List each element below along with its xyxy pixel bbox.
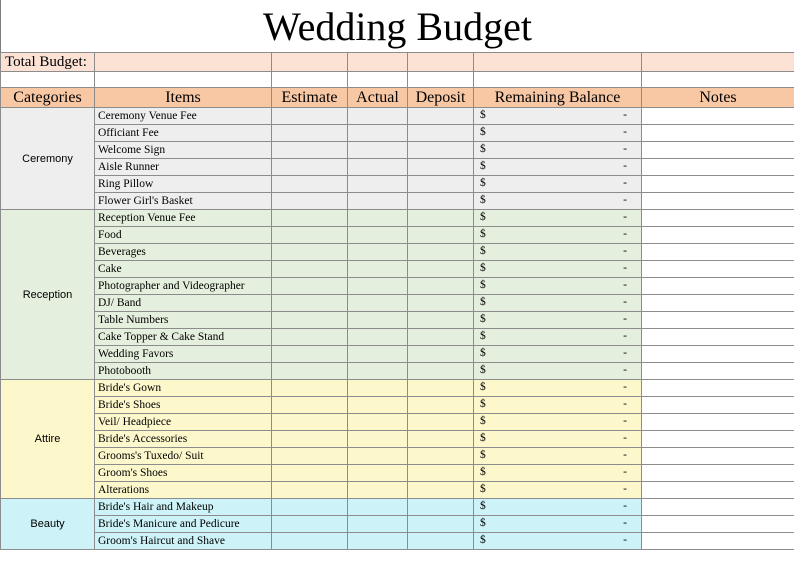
deposit-cell[interactable] <box>408 397 474 414</box>
deposit-cell[interactable] <box>408 516 474 533</box>
total-budget-cell[interactable] <box>642 53 794 72</box>
deposit-cell[interactable] <box>408 329 474 346</box>
deposit-cell[interactable] <box>408 414 474 431</box>
item-cell[interactable]: Bride's Accessories <box>95 431 272 448</box>
table-row <box>1 159 794 176</box>
estimate-cell[interactable] <box>272 397 348 414</box>
item-cell[interactable]: Table Numbers <box>95 312 272 329</box>
deposit-cell[interactable] <box>408 533 474 550</box>
notes-cell[interactable] <box>642 346 794 363</box>
item-cell[interactable]: DJ/ Band <box>95 295 272 312</box>
remaining-balance-value: - <box>623 415 627 427</box>
remaining-balance-value: - <box>623 398 627 410</box>
total-budget-row <box>1 53 794 72</box>
currency-symbol: $ <box>480 364 486 376</box>
remaining-balance-cell[interactable] <box>474 278 642 295</box>
budget-table <box>0 52 794 550</box>
table-row <box>1 363 794 380</box>
total-budget-cell[interactable] <box>348 53 408 72</box>
currency-symbol: $ <box>480 109 486 121</box>
total-budget-cell[interactable] <box>95 53 272 72</box>
deposit-cell[interactable] <box>408 482 474 499</box>
notes-cell[interactable] <box>642 448 794 465</box>
estimate-cell[interactable] <box>272 295 348 312</box>
deposit-cell[interactable] <box>408 227 474 244</box>
actual-cell[interactable] <box>348 363 408 380</box>
header-notes: Notes <box>642 88 794 108</box>
notes-cell[interactable] <box>642 261 794 278</box>
actual-cell[interactable] <box>348 159 408 176</box>
currency-symbol: $ <box>480 534 486 546</box>
remaining-balance-value: - <box>623 296 627 308</box>
notes-cell[interactable] <box>642 482 794 499</box>
item-cell[interactable]: Officiant Fee <box>95 125 272 142</box>
deposit-cell[interactable] <box>408 142 474 159</box>
remaining-balance-value: - <box>623 211 627 223</box>
remaining-balance-cell[interactable] <box>474 210 642 227</box>
header-categories: Categories <box>1 88 95 108</box>
table-row <box>1 278 794 295</box>
item-cell[interactable]: Alterations <box>95 482 272 499</box>
remaining-balance-value: - <box>623 347 627 359</box>
remaining-balance-cell[interactable] <box>474 193 642 210</box>
total-budget-label: Total Budget: <box>1 53 95 72</box>
remaining-balance-value: - <box>623 330 627 342</box>
remaining-balance-value: - <box>623 449 627 461</box>
deposit-cell[interactable] <box>408 244 474 261</box>
notes-cell[interactable] <box>642 363 794 380</box>
actual-cell[interactable] <box>348 227 408 244</box>
table-row <box>1 176 794 193</box>
header-row <box>1 88 794 108</box>
estimate-cell[interactable] <box>272 227 348 244</box>
currency-symbol: $ <box>480 160 486 172</box>
remaining-balance-cell[interactable] <box>474 125 642 142</box>
estimate-cell[interactable] <box>272 414 348 431</box>
header-estimate: Estimate <box>272 88 348 108</box>
item-cell[interactable]: Bride's Shoes <box>95 397 272 414</box>
remaining-balance-cell[interactable] <box>474 414 642 431</box>
blank-cell[interactable] <box>272 72 348 88</box>
estimate-cell[interactable] <box>272 431 348 448</box>
currency-symbol: $ <box>480 347 486 359</box>
actual-cell[interactable] <box>348 397 408 414</box>
table-row <box>1 295 794 312</box>
blank-cell[interactable] <box>408 72 474 88</box>
deposit-cell[interactable] <box>408 295 474 312</box>
remaining-balance-cell[interactable] <box>474 465 642 482</box>
table-row <box>1 533 794 550</box>
deposit-cell[interactable] <box>408 499 474 516</box>
actual-cell[interactable] <box>348 142 408 159</box>
deposit-cell[interactable] <box>408 431 474 448</box>
currency-symbol: $ <box>480 245 486 257</box>
notes-cell[interactable] <box>642 142 794 159</box>
remaining-balance-cell[interactable] <box>474 397 642 414</box>
remaining-balance-value: - <box>623 466 627 478</box>
table-row <box>1 397 794 414</box>
remaining-balance-cell[interactable] <box>474 108 642 125</box>
table-row <box>1 210 794 227</box>
deposit-cell[interactable] <box>408 210 474 227</box>
currency-symbol: $ <box>480 432 486 444</box>
total-budget-cell[interactable] <box>474 53 642 72</box>
notes-cell[interactable] <box>642 278 794 295</box>
item-cell[interactable]: Grooms's Tuxedo/ Suit <box>95 448 272 465</box>
estimate-cell[interactable] <box>272 244 348 261</box>
deposit-cell[interactable] <box>408 176 474 193</box>
category-cell[interactable]: Ceremony <box>1 108 95 210</box>
remaining-balance-cell[interactable] <box>474 533 642 550</box>
estimate-cell[interactable] <box>272 482 348 499</box>
currency-symbol: $ <box>480 296 486 308</box>
estimate-cell[interactable] <box>272 159 348 176</box>
remaining-balance-value: - <box>623 160 627 172</box>
table-row <box>1 380 794 397</box>
notes-cell[interactable] <box>642 516 794 533</box>
remaining-balance-cell[interactable] <box>474 380 642 397</box>
actual-cell[interactable] <box>348 295 408 312</box>
notes-cell[interactable] <box>642 176 794 193</box>
currency-symbol: $ <box>480 415 486 427</box>
item-cell[interactable]: Aisle Runner <box>95 159 272 176</box>
deposit-cell[interactable] <box>408 448 474 465</box>
remaining-balance-cell[interactable] <box>474 363 642 380</box>
remaining-balance-value: - <box>623 279 627 291</box>
deposit-cell[interactable] <box>408 278 474 295</box>
header-items: Items <box>95 88 272 108</box>
currency-symbol: $ <box>480 381 486 393</box>
remaining-balance-value: - <box>623 364 627 376</box>
notes-cell[interactable] <box>642 193 794 210</box>
remaining-balance-value: - <box>623 517 627 529</box>
estimate-cell[interactable] <box>272 516 348 533</box>
actual-cell[interactable] <box>348 108 408 125</box>
item-cell[interactable]: Groom's Haircut and Shave <box>95 533 272 550</box>
item-cell[interactable]: Bride's Gown <box>95 380 272 397</box>
currency-symbol: $ <box>480 500 486 512</box>
remaining-balance-cell[interactable] <box>474 244 642 261</box>
estimate-cell[interactable] <box>272 312 348 329</box>
notes-cell[interactable] <box>642 499 794 516</box>
item-cell[interactable]: Flower Girl's Basket <box>95 193 272 210</box>
category-cell[interactable]: Reception <box>1 210 95 380</box>
notes-cell[interactable] <box>642 295 794 312</box>
notes-cell[interactable] <box>642 108 794 125</box>
table-row <box>1 142 794 159</box>
item-cell[interactable]: Bride's Hair and Makeup <box>95 499 272 516</box>
actual-cell[interactable] <box>348 346 408 363</box>
deposit-cell[interactable] <box>408 108 474 125</box>
remaining-balance-cell[interactable] <box>474 159 642 176</box>
item-cell[interactable]: Veil/ Headpiece <box>95 414 272 431</box>
remaining-balance-cell[interactable] <box>474 431 642 448</box>
currency-symbol: $ <box>480 262 486 274</box>
remaining-balance-value: - <box>623 313 627 325</box>
table-row <box>1 431 794 448</box>
estimate-cell[interactable] <box>272 380 348 397</box>
table-row <box>1 414 794 431</box>
header-remaining-balance: Remaining Balance <box>474 88 642 108</box>
table-row <box>1 261 794 278</box>
item-cell[interactable]: Beverages <box>95 244 272 261</box>
table-row <box>1 312 794 329</box>
estimate-cell[interactable] <box>272 176 348 193</box>
deposit-cell[interactable] <box>408 193 474 210</box>
remaining-balance-value: - <box>623 245 627 257</box>
deposit-cell[interactable] <box>408 125 474 142</box>
blank-row <box>1 72 794 88</box>
actual-cell[interactable] <box>348 176 408 193</box>
estimate-cell[interactable] <box>272 278 348 295</box>
actual-cell[interactable] <box>348 380 408 397</box>
estimate-cell[interactable] <box>272 533 348 550</box>
actual-cell[interactable] <box>348 516 408 533</box>
currency-symbol: $ <box>480 466 486 478</box>
remaining-balance-cell[interactable] <box>474 448 642 465</box>
remaining-balance-cell[interactable] <box>474 346 642 363</box>
remaining-balance-value: - <box>623 483 627 495</box>
item-cell[interactable]: Groom's Shoes <box>95 465 272 482</box>
total-budget-cell[interactable] <box>272 53 348 72</box>
actual-cell[interactable] <box>348 244 408 261</box>
estimate-cell[interactable] <box>272 499 348 516</box>
item-cell[interactable]: Wedding Favors <box>95 346 272 363</box>
estimate-cell[interactable] <box>272 125 348 142</box>
notes-cell[interactable] <box>642 380 794 397</box>
estimate-cell[interactable] <box>272 210 348 227</box>
table-row <box>1 244 794 261</box>
notes-cell[interactable] <box>642 533 794 550</box>
item-cell[interactable]: Ceremony Venue Fee <box>95 108 272 125</box>
deposit-cell[interactable] <box>408 346 474 363</box>
header-actual: Actual <box>348 88 408 108</box>
actual-cell[interactable] <box>348 414 408 431</box>
notes-cell[interactable] <box>642 414 794 431</box>
actual-cell[interactable] <box>348 499 408 516</box>
estimate-cell[interactable] <box>272 346 348 363</box>
currency-symbol: $ <box>480 330 486 342</box>
deposit-cell[interactable] <box>408 159 474 176</box>
item-cell[interactable]: Reception Venue Fee <box>95 210 272 227</box>
category-cell[interactable]: Beauty <box>1 499 95 550</box>
remaining-balance-value: - <box>623 381 627 393</box>
remaining-balance-cell[interactable] <box>474 261 642 278</box>
actual-cell[interactable] <box>348 431 408 448</box>
estimate-cell[interactable] <box>272 329 348 346</box>
currency-symbol: $ <box>480 228 486 240</box>
table-row <box>1 125 794 142</box>
deposit-cell[interactable] <box>408 363 474 380</box>
blank-cell[interactable] <box>1 72 95 88</box>
remaining-balance-value: - <box>623 228 627 240</box>
item-cell[interactable]: Photographer and Videographer <box>95 278 272 295</box>
currency-symbol: $ <box>480 279 486 291</box>
actual-cell[interactable] <box>348 261 408 278</box>
notes-cell[interactable] <box>642 431 794 448</box>
remaining-balance-cell[interactable] <box>474 227 642 244</box>
actual-cell[interactable] <box>348 329 408 346</box>
notes-cell[interactable] <box>642 329 794 346</box>
remaining-balance-cell[interactable] <box>474 482 642 499</box>
item-cell[interactable]: Welcome Sign <box>95 142 272 159</box>
item-cell[interactable]: Photobooth <box>95 363 272 380</box>
actual-cell[interactable] <box>348 482 408 499</box>
currency-symbol: $ <box>480 449 486 461</box>
currency-symbol: $ <box>480 143 486 155</box>
estimate-cell[interactable] <box>272 108 348 125</box>
item-cell[interactable]: Bride's Manicure and Pedicure <box>95 516 272 533</box>
remaining-balance-cell[interactable] <box>474 499 642 516</box>
table-row <box>1 193 794 210</box>
deposit-cell[interactable] <box>408 380 474 397</box>
notes-cell[interactable] <box>642 244 794 261</box>
currency-symbol: $ <box>480 398 486 410</box>
item-cell[interactable]: Cake <box>95 261 272 278</box>
table-row <box>1 499 794 516</box>
total-budget-cell[interactable] <box>408 53 474 72</box>
notes-cell[interactable] <box>642 227 794 244</box>
remaining-balance-value: - <box>623 143 627 155</box>
deposit-cell[interactable] <box>408 312 474 329</box>
actual-cell[interactable] <box>348 278 408 295</box>
item-cell[interactable]: Food <box>95 227 272 244</box>
actual-cell[interactable] <box>348 210 408 227</box>
blank-cell[interactable] <box>348 72 408 88</box>
notes-cell[interactable] <box>642 125 794 142</box>
estimate-cell[interactable] <box>272 448 348 465</box>
currency-symbol: $ <box>480 211 486 223</box>
header-deposit: Deposit <box>408 88 474 108</box>
item-cell[interactable]: Cake Topper & Cake Stand <box>95 329 272 346</box>
remaining-balance-value: - <box>623 262 627 274</box>
estimate-cell[interactable] <box>272 142 348 159</box>
blank-cell[interactable] <box>642 72 794 88</box>
currency-symbol: $ <box>480 483 486 495</box>
blank-cell[interactable] <box>474 72 642 88</box>
estimate-cell[interactable] <box>272 465 348 482</box>
remaining-balance-cell[interactable] <box>474 295 642 312</box>
remaining-balance-cell[interactable] <box>474 312 642 329</box>
item-cell[interactable]: Ring Pillow <box>95 176 272 193</box>
estimate-cell[interactable] <box>272 193 348 210</box>
currency-symbol: $ <box>480 177 486 189</box>
remaining-balance-value: - <box>623 126 627 138</box>
notes-cell[interactable] <box>642 397 794 414</box>
remaining-balance-value: - <box>623 177 627 189</box>
estimate-cell[interactable] <box>272 261 348 278</box>
actual-cell[interactable] <box>348 125 408 142</box>
remaining-balance-value: - <box>623 534 627 546</box>
remaining-balance-value: - <box>623 194 627 206</box>
table-row <box>1 516 794 533</box>
notes-cell[interactable] <box>642 312 794 329</box>
table-row <box>1 227 794 244</box>
remaining-balance-value: - <box>623 500 627 512</box>
table-row <box>1 448 794 465</box>
currency-symbol: $ <box>480 194 486 206</box>
table-row <box>1 329 794 346</box>
table-row <box>1 108 794 125</box>
actual-cell[interactable] <box>348 312 408 329</box>
currency-symbol: $ <box>480 313 486 325</box>
currency-symbol: $ <box>480 126 486 138</box>
category-cell[interactable]: Attire <box>1 380 95 499</box>
remaining-balance-cell[interactable] <box>474 516 642 533</box>
estimate-cell[interactable] <box>272 363 348 380</box>
deposit-cell[interactable] <box>408 261 474 278</box>
remaining-balance-cell[interactable] <box>474 176 642 193</box>
currency-symbol: $ <box>480 517 486 529</box>
deposit-cell[interactable] <box>408 465 474 482</box>
actual-cell[interactable] <box>348 448 408 465</box>
notes-cell[interactable] <box>642 159 794 176</box>
remaining-balance-value: - <box>623 109 627 121</box>
actual-cell[interactable] <box>348 533 408 550</box>
remaining-balance-cell[interactable] <box>474 142 642 159</box>
remaining-balance-value: - <box>623 432 627 444</box>
actual-cell[interactable] <box>348 193 408 210</box>
notes-cell[interactable] <box>642 210 794 227</box>
remaining-balance-cell[interactable] <box>474 329 642 346</box>
actual-cell[interactable] <box>348 465 408 482</box>
sheet-title: Wedding Budget <box>0 0 794 52</box>
table-row <box>1 346 794 363</box>
notes-cell[interactable] <box>642 465 794 482</box>
table-row <box>1 465 794 482</box>
table-row <box>1 482 794 499</box>
blank-cell[interactable] <box>95 72 272 88</box>
